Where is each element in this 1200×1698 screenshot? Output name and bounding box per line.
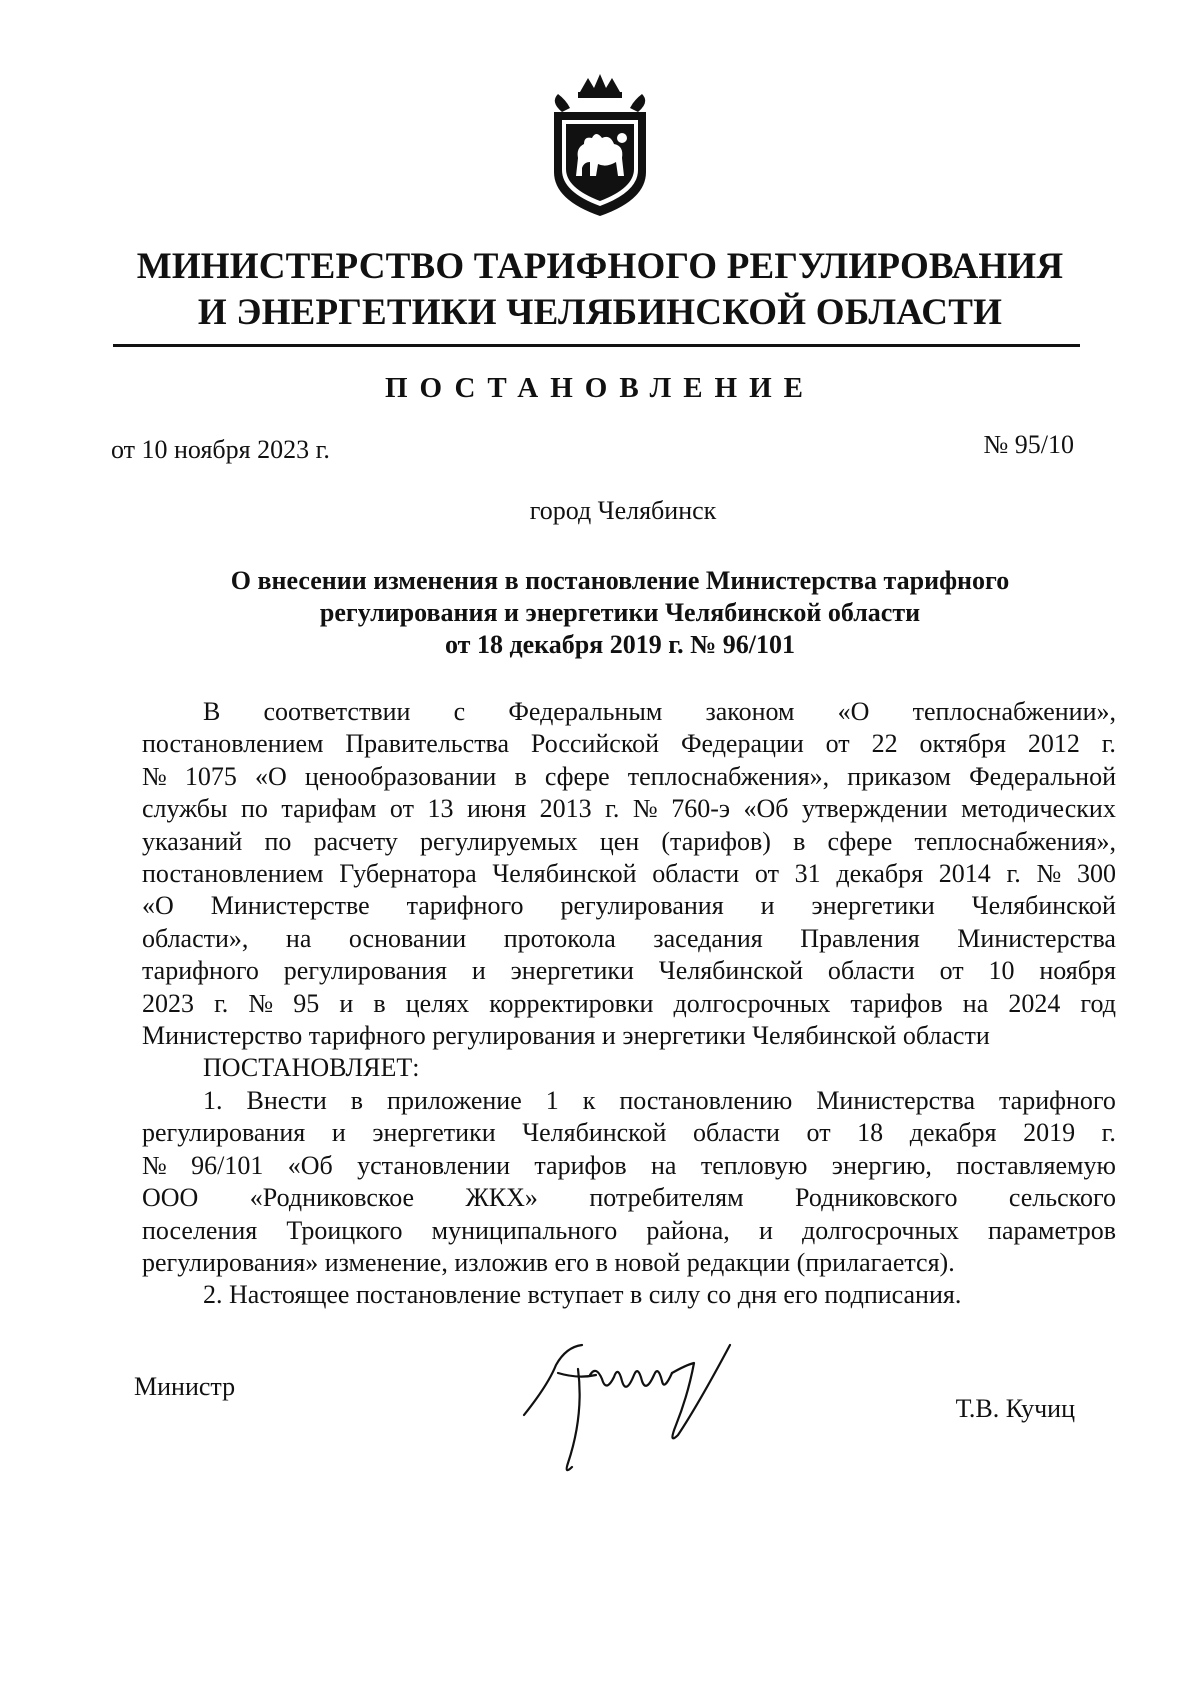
word: Федеральным — [508, 697, 663, 726]
preamble-line — [142, 728, 1116, 760]
word: и — [760, 891, 775, 921]
word: № — [632, 794, 658, 824]
word: Троицкого — [286, 1215, 403, 1245]
preamble-line — [142, 923, 1116, 955]
word: регулирования — [283, 956, 447, 986]
ministry-name-line1: МИНИСТЕРСТВО ТАРИФНОГО РЕГУЛИРОВАНИЯ — [136, 246, 1064, 287]
word: приказом — [847, 761, 951, 791]
word: энергию, — [831, 1150, 932, 1180]
word: регулируемых — [419, 826, 578, 856]
word: указаний — [142, 826, 243, 856]
ministry-name-line2: И ЭНЕРГЕТИКИ ЧЕЛЯБИНСКОЙ ОБЛАСТИ — [197, 292, 1003, 333]
word: Челябинской — [658, 956, 803, 986]
item1-line — [142, 1150, 1116, 1182]
word: и — [339, 988, 354, 1018]
document-subject — [150, 565, 1090, 661]
word: энергетики — [372, 1118, 496, 1148]
word: заседания — [653, 923, 763, 953]
word: 2019 — [1023, 1118, 1076, 1148]
handwritten-signature — [518, 1335, 740, 1475]
word: сельского — [1008, 1183, 1116, 1213]
word: тарифного — [142, 956, 259, 986]
preamble-line — [142, 858, 1116, 890]
word: «О — [255, 761, 287, 791]
word: Федерации — [680, 729, 804, 759]
item2-text: 2. Настоящее постановление вступает в силу со дня его подписания. — [203, 1280, 962, 1310]
word: тарифного — [406, 891, 524, 921]
document-type: ПОСТАНОВЛЕНИЕ — [384, 372, 815, 404]
subject-line: от 18 декабря 2019 г. № 96/101 — [445, 630, 795, 659]
preamble-line — [142, 988, 1116, 1020]
word: на — [962, 988, 989, 1018]
word: № — [1036, 859, 1062, 889]
word: от — [825, 729, 850, 759]
subject-line: регулирования и энергетики Челябинской области — [319, 598, 921, 627]
word: и — [471, 956, 486, 986]
word: г. — [1101, 1118, 1116, 1148]
word: от — [806, 1118, 831, 1148]
word: постановлением — [142, 729, 324, 759]
word: области», — [142, 923, 249, 953]
word: № — [248, 988, 274, 1018]
word: г. — [1006, 859, 1021, 889]
word: от — [754, 859, 779, 889]
subject-line: О внесении изменения в постановление Министерства тарифного — [230, 566, 1010, 595]
coat-of-arms-icon — [540, 72, 660, 220]
word: теплоснабжения», — [914, 826, 1116, 856]
word: на — [651, 1150, 677, 1180]
word: г. — [214, 988, 229, 1018]
resolves-heading: ПОСТАНОВЛЯЕТ: — [203, 1053, 420, 1083]
word: «Об — [287, 1150, 333, 1180]
document-date: от 10 ноября 2023 г. — [111, 435, 330, 464]
word: 13 — [427, 794, 454, 824]
preamble-line — [142, 826, 1116, 858]
word: поставляемую — [956, 1150, 1116, 1180]
word: 2014 — [938, 859, 991, 889]
word: в — [350, 1085, 364, 1115]
word: расчету — [313, 826, 398, 856]
word: 18 — [857, 1118, 884, 1148]
word: Федеральной — [969, 761, 1116, 791]
item1-line — [142, 1182, 1116, 1214]
word: и — [758, 1215, 773, 1245]
word: Правительства — [345, 729, 510, 759]
preamble-line — [142, 890, 1116, 922]
word: основании — [348, 923, 467, 953]
word: в — [373, 988, 386, 1018]
word: с — [453, 697, 466, 726]
word: 1 — [545, 1085, 559, 1115]
word: г. — [605, 794, 620, 824]
word: 10 — [988, 956, 1015, 986]
word: 300 — [1076, 859, 1116, 889]
word: постановлению — [619, 1085, 793, 1115]
signer-name: Т.В. Кучиц — [955, 1394, 1075, 1423]
word: «О — [142, 891, 174, 921]
word: поселения — [142, 1215, 258, 1245]
document-body — [142, 696, 1116, 1312]
word: тепловую — [700, 1150, 808, 1180]
word: области — [827, 956, 915, 986]
word: целях — [405, 988, 470, 1018]
word: в — [793, 826, 806, 856]
word: района, — [646, 1215, 730, 1245]
preamble-line — [142, 793, 1116, 825]
word: тарифов — [534, 1150, 627, 1180]
word: июня — [466, 794, 527, 824]
word: 22 — [871, 729, 898, 759]
word: 2023 — [142, 988, 194, 1018]
word: установлении — [357, 1150, 511, 1180]
word: Российской — [530, 729, 660, 759]
word: «О — [837, 697, 870, 726]
word: от — [939, 956, 964, 986]
word: по — [264, 826, 292, 856]
word: 1075 — [184, 761, 237, 791]
header-divider — [113, 344, 1080, 347]
word: энергетики — [811, 891, 935, 921]
word: Министерства — [816, 1085, 975, 1115]
word: тарифам — [281, 794, 377, 824]
word: Губернатора — [339, 859, 477, 889]
word: 1. — [203, 1085, 223, 1115]
word: 96/101 — [191, 1150, 264, 1180]
item1-line — [142, 1117, 1116, 1149]
word: цен — [599, 826, 640, 856]
word: приложение — [387, 1085, 522, 1115]
word: тарифов — [850, 988, 943, 1018]
word: сфере — [544, 761, 610, 791]
word: к — [582, 1085, 596, 1115]
preamble-line — [142, 955, 1116, 987]
word: методических — [961, 794, 1116, 824]
word: 2024 — [1008, 988, 1061, 1018]
word: службы — [142, 794, 228, 824]
document-city: город Челябинск — [529, 496, 717, 525]
word: г. — [1101, 729, 1116, 759]
word: Родниковского — [795, 1183, 958, 1213]
word: 31 — [794, 859, 821, 889]
word: Челябинской — [971, 891, 1116, 921]
word: ЖКХ» — [465, 1183, 538, 1213]
word: параметров — [988, 1215, 1116, 1245]
word: ноября — [1039, 956, 1116, 986]
word: регулирования — [142, 1118, 306, 1148]
word: В — [203, 697, 221, 726]
word: и — [331, 1118, 346, 1148]
word: по — [241, 794, 268, 824]
document-number: № 95/10 — [983, 430, 1074, 459]
word: декабря — [836, 859, 924, 889]
word: № — [142, 1150, 167, 1180]
word: № — [142, 761, 167, 791]
word: области — [693, 1118, 780, 1148]
word: (тарифов) — [661, 826, 771, 856]
word: на — [285, 923, 312, 953]
word: от — [389, 794, 414, 824]
item1-line — [142, 1215, 1116, 1247]
ministry-name — [0, 244, 1200, 336]
word: законом — [705, 697, 795, 726]
preamble-line — [142, 696, 1116, 728]
word: Челябинской — [492, 859, 637, 889]
word: сфере — [827, 826, 893, 856]
word: 95 — [293, 988, 320, 1018]
word: области — [652, 859, 740, 889]
word: тарифного — [999, 1085, 1116, 1115]
word: потребителям — [589, 1183, 744, 1213]
word: теплоснабжении», — [912, 697, 1116, 726]
preamble-line: Министерство тарифного регулирования и энергетики Челябинской области — [142, 1021, 990, 1051]
word: октября — [919, 729, 1006, 759]
word: энергетики — [510, 956, 634, 986]
word: Челябинской — [522, 1118, 667, 1148]
word: Министерства — [957, 923, 1116, 953]
word: протокола — [503, 923, 616, 953]
item1-line: регулирования» изменение, изложив его в новой редакции (прилагается). — [142, 1247, 955, 1277]
preamble-line — [142, 761, 1116, 793]
item1-line — [142, 1085, 1116, 1117]
word: «Родниковское — [249, 1183, 415, 1213]
word: год — [1080, 988, 1116, 1018]
word: регулирования — [560, 891, 724, 921]
word: 2013 — [539, 794, 592, 824]
word: декабря — [909, 1118, 997, 1148]
word: «Об — [743, 794, 789, 824]
word: долгосрочных — [673, 988, 831, 1018]
word: ценообразовании — [304, 761, 497, 791]
word: в — [514, 761, 527, 791]
word: Внести — [246, 1085, 327, 1115]
word: муниципального — [431, 1215, 618, 1245]
word: ООО — [142, 1183, 199, 1213]
word: постановлением — [142, 859, 324, 889]
word: долгосрочных — [802, 1215, 959, 1245]
word: корректировки — [489, 988, 654, 1018]
word: 2012 — [1027, 729, 1080, 759]
word: соответствии — [263, 697, 411, 726]
word: Министерстве — [210, 891, 370, 921]
signer-title: Министр — [134, 1372, 236, 1401]
word: утверждении — [802, 794, 948, 824]
word: Правления — [800, 923, 920, 953]
word: 760-э — [671, 794, 731, 824]
word: теплоснабжения», — [627, 761, 830, 791]
